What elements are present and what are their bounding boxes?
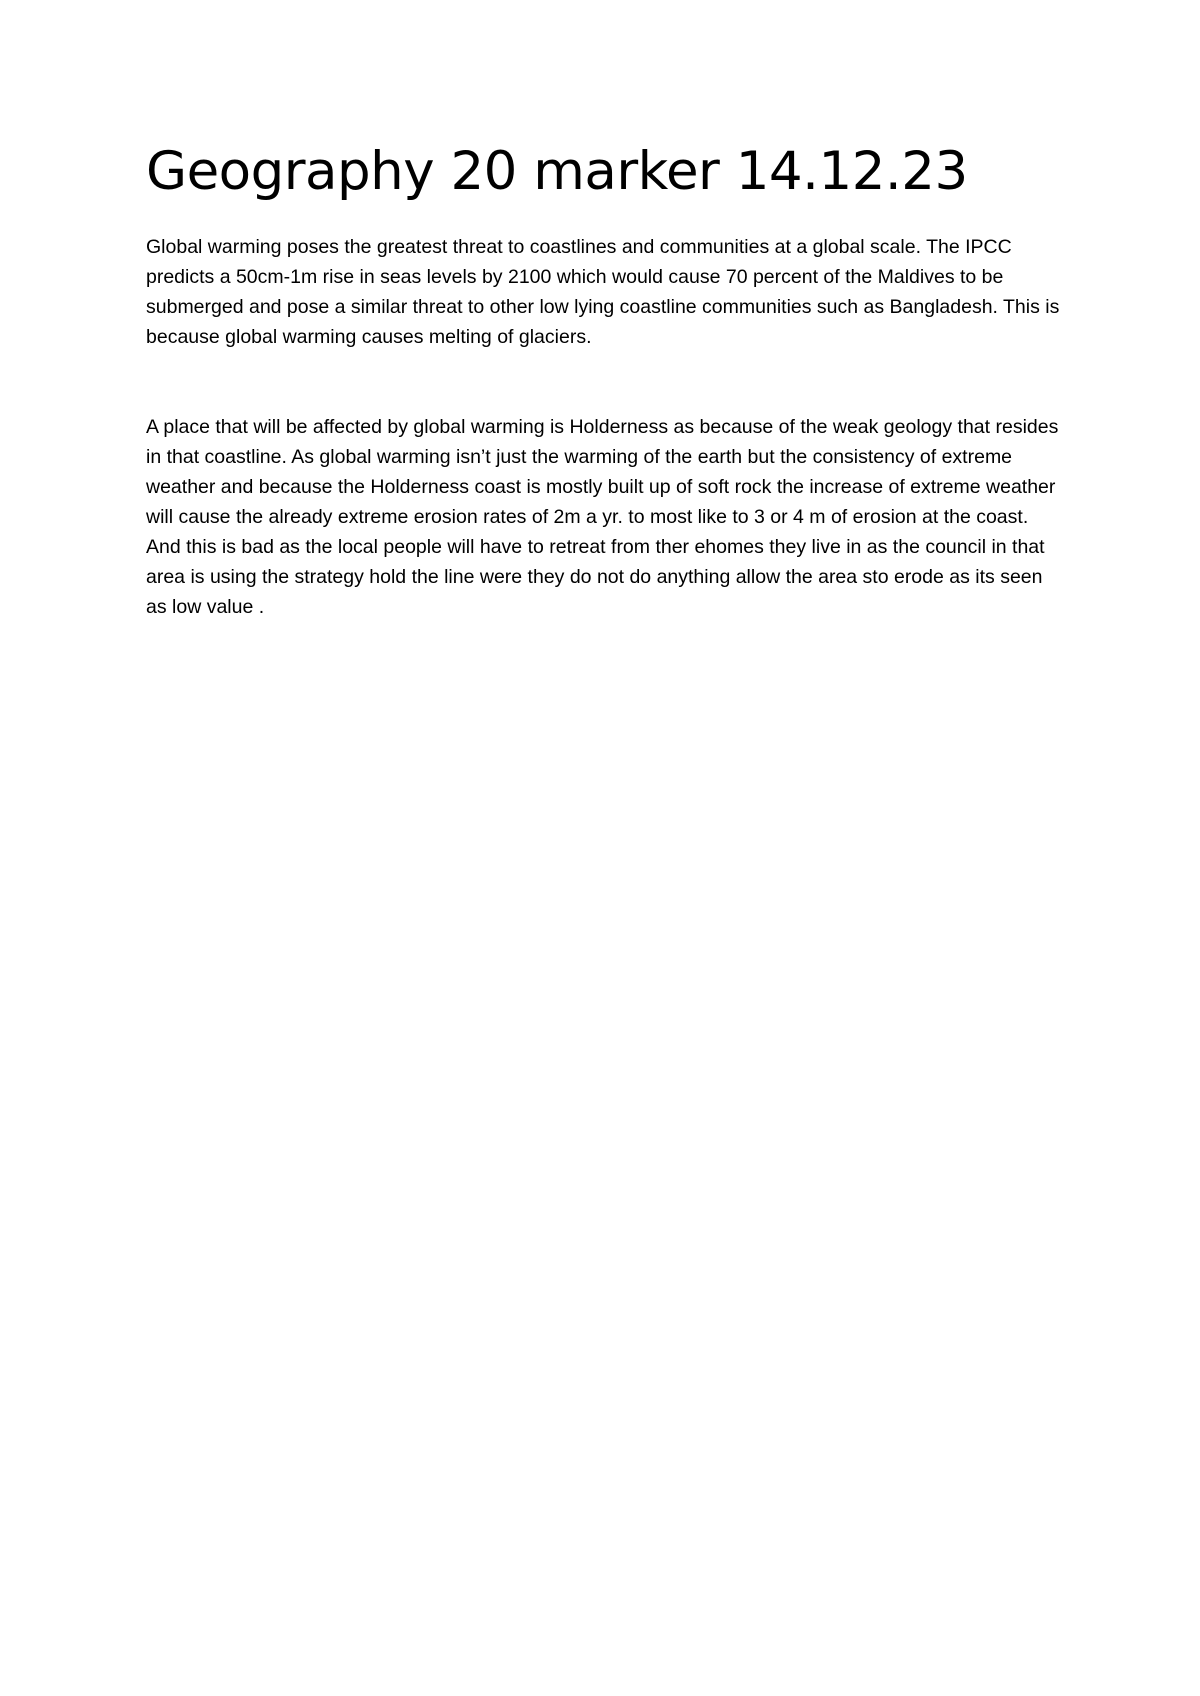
paragraph-global-warming: Global warming poses the greatest threat to coastlines and communities at a global scale. The IPCC predicts a 50cm-1m rise in seas levels by 2100 which would cause 70 percent of the Maldives to be submerged and pose a similar threat to other low lying coastline communities such as Bangladesh. This is because global warming causes melting of glaciers.: [146, 235, 1060, 348]
paragraph-holderness: A place that will be affected by global warming is Holderness as because of the weak geology that resides in that coastline. As global warming isn’t just the warming of the earth but the consistency of extreme weather and because the Holderness coast is mostly built up of soft rock the increase of extreme weather will cause the already extreme erosion rates of 2m a yr. to most like to 3 or 4 m of erosion at the coast. And this is bad as the local people will have to retreat from ther ehomes they live in as the council in that area is using the strategy hold the line were they do not do anything allow the area sto erode as its seen as low value .: [146, 415, 1059, 618]
document-body: [146, 140, 1066, 622]
document-title: Geography 20 marker 14.12.23: [146, 141, 968, 202]
